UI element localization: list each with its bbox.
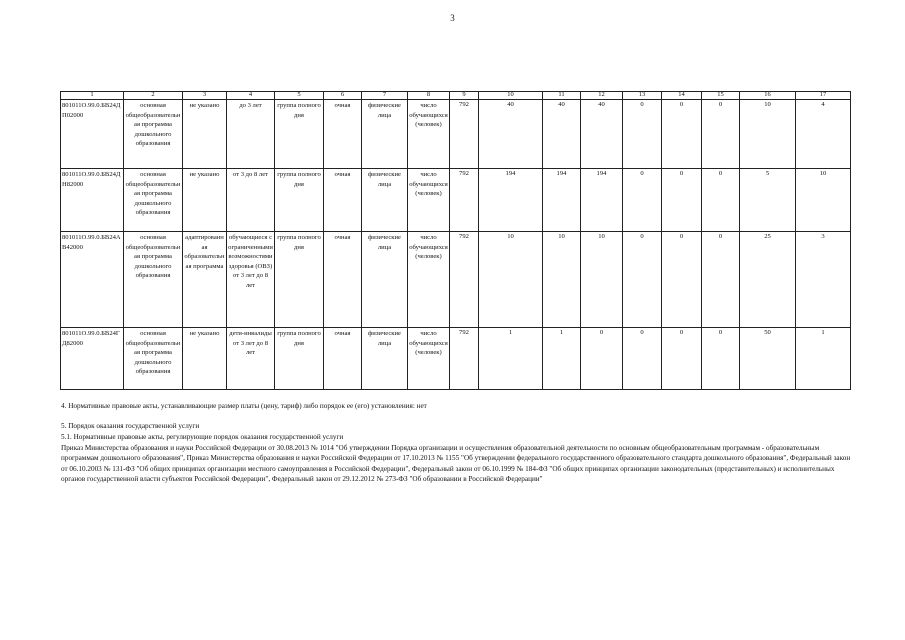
paid-2017-cell: 0: [623, 100, 662, 169]
stay-mode-cell: группа полного дня: [275, 232, 324, 328]
deviation-percent-cell: 10: [740, 100, 796, 169]
column-number-5: 5: [275, 92, 324, 100]
registry-code-cell: 801011О.99.0.БВ24ДП02000: [61, 100, 124, 169]
column-number-17: 17: [796, 92, 851, 100]
stay-mode-cell: группа полного дня: [275, 328, 324, 390]
program-name-cell: основная общеобразовательная программа дошкольного образования: [124, 328, 183, 390]
section-5-1-legal-acts: Приказ Министерства образования и науки Российской Федерации от 30.08.2013 № 1014 "Об утверждении Порядка организации и осуществления образовательной деятельности по основным общеобразовательным программам - образовательным программам дошкольного образования", Приказ Министерства образования и науки Российской Федерации от 17.10.2013 № 1155 "Об утверждении федерального государственного образовательного стандарта дошкольного образования", Федеральный закон от 06.10.2003 № 131-ФЗ "Об общих принципах организации местного самоуправления в Российской Федерации", Федеральный закон от 06.10.1999 № 184-ФЗ "Об общих принципах организации законодательных (представительных) и исполнительных органов государственной власти субъектов Российской Федерации", Федеральный закон от 29.12.2012 № 273-ФЗ "Об образовании в Российской Федерации": [61, 444, 851, 484]
value-2019-cell: 40: [581, 100, 623, 169]
paid-2018-cell: 0: [662, 100, 702, 169]
education-form-cell: очная: [324, 232, 362, 328]
age-group-cell: обучающиеся с ограниченными возможностями здоровья (ОВЗ) от 3 лет до 8 лет: [227, 232, 275, 328]
value-2017-cell: 194: [479, 169, 543, 232]
value-2017-cell: 1: [479, 328, 543, 390]
education-form-cell: очная: [324, 169, 362, 232]
deviation-absolute-cell: 4: [796, 100, 851, 169]
program-category-cell: адаптированная образовательная программа: [183, 232, 227, 328]
value-2017-cell: 10: [479, 232, 543, 328]
column-number-12: 12: [581, 92, 623, 100]
program-category-cell: не указано: [183, 100, 227, 169]
column-number-6: 6: [324, 92, 362, 100]
indicator-name-cell: число обучающихся (человек): [408, 232, 450, 328]
paid-2019-cell: 0: [702, 169, 740, 232]
deviation-percent-cell: 50: [740, 328, 796, 390]
consumer-category-cell: физические лица: [362, 100, 408, 169]
paid-2017-cell: 0: [623, 232, 662, 328]
program-name-cell: основная общеобразовательная программа дошкольного образования: [124, 100, 183, 169]
column-number-13: 13: [623, 92, 662, 100]
value-2018-cell: 40: [543, 100, 581, 169]
value-2017-cell: 40: [479, 100, 543, 169]
page-number: 3: [450, 13, 455, 23]
value-2018-cell: 10: [543, 232, 581, 328]
age-group-cell: до 3 лет: [227, 100, 275, 169]
column-number-2: 2: [124, 92, 183, 100]
indicator-name-cell: число обучающихся (человек): [408, 328, 450, 390]
consumer-category-cell: физические лица: [362, 328, 408, 390]
paid-2017-cell: 0: [623, 328, 662, 390]
program-name-cell: основная общеобразовательная программа дошкольного образования: [124, 169, 183, 232]
okei-code-cell: 792: [450, 169, 479, 232]
indicator-name-cell: число обучающихся (человек): [408, 100, 450, 169]
section-5-1-title: 5.1. Нормативные правовые акты, регулирующие порядок оказания государственной услуги: [61, 433, 344, 441]
value-2018-cell: 194: [543, 169, 581, 232]
consumer-category-cell: физические лица: [362, 232, 408, 328]
table-row: [61, 232, 851, 328]
education-form-cell: очная: [324, 328, 362, 390]
indicator-name-cell: число обучающихся (человек): [408, 169, 450, 232]
deviation-absolute-cell: 1: [796, 328, 851, 390]
services-table: [60, 91, 851, 390]
column-number-10: 10: [479, 92, 543, 100]
deviation-percent-cell: 5: [740, 169, 796, 232]
column-number-1: 1: [61, 92, 124, 100]
age-group-cell: дети-инвалиды от 3 лет до 8 лет: [227, 328, 275, 390]
table-row: [61, 328, 851, 390]
stay-mode-cell: группа полного дня: [275, 100, 324, 169]
deviation-absolute-cell: 10: [796, 169, 851, 232]
program-category-cell: не указано: [183, 169, 227, 232]
column-number-9: 9: [450, 92, 479, 100]
okei-code-cell: 792: [450, 100, 479, 169]
value-2019-cell: 0: [581, 328, 623, 390]
section-4-paragraph: 4. Нормативные правовые акты, устанавливающие размер платы (цену, тариф) либо порядок ее (его) установления: нет: [61, 402, 427, 410]
paid-2019-cell: 0: [702, 100, 740, 169]
table-row: [61, 100, 851, 169]
column-number-15: 15: [702, 92, 740, 100]
paid-2017-cell: 0: [623, 169, 662, 232]
column-number-16: 16: [740, 92, 796, 100]
section-5-title: 5. Порядок оказания государственной услуги: [61, 422, 200, 430]
registry-code-cell: 801011О.99.0.БВ24ДН82000: [61, 169, 124, 232]
paid-2019-cell: 0: [702, 232, 740, 328]
column-number-3: 3: [183, 92, 227, 100]
paid-2018-cell: 0: [662, 328, 702, 390]
paid-2018-cell: 0: [662, 169, 702, 232]
okei-code-cell: 792: [450, 328, 479, 390]
program-category-cell: не указано: [183, 328, 227, 390]
column-number-14: 14: [662, 92, 702, 100]
stay-mode-cell: группа полного дня: [275, 169, 324, 232]
paid-2018-cell: 0: [662, 232, 702, 328]
column-number-8: 8: [408, 92, 450, 100]
paid-2019-cell: 0: [702, 328, 740, 390]
registry-code-cell: 801011О.99.0.БВ24АВ42000: [61, 232, 124, 328]
table-row: [61, 169, 851, 232]
registry-code-cell: 801011О.99.0.БВ24ГД82000: [61, 328, 124, 390]
table-header-row: [61, 92, 851, 100]
value-2018-cell: 1: [543, 328, 581, 390]
value-2019-cell: 10: [581, 232, 623, 328]
okei-code-cell: 792: [450, 232, 479, 328]
column-number-4: 4: [227, 92, 275, 100]
age-group-cell: от 3 до 8 лет: [227, 169, 275, 232]
program-name-cell: основная общеобразовательная программа дошкольного образования: [124, 232, 183, 328]
value-2019-cell: 194: [581, 169, 623, 232]
deviation-percent-cell: 25: [740, 232, 796, 328]
column-number-7: 7: [362, 92, 408, 100]
education-form-cell: очная: [324, 100, 362, 169]
consumer-category-cell: физические лица: [362, 169, 408, 232]
deviation-absolute-cell: 3: [796, 232, 851, 328]
column-number-11: 11: [543, 92, 581, 100]
